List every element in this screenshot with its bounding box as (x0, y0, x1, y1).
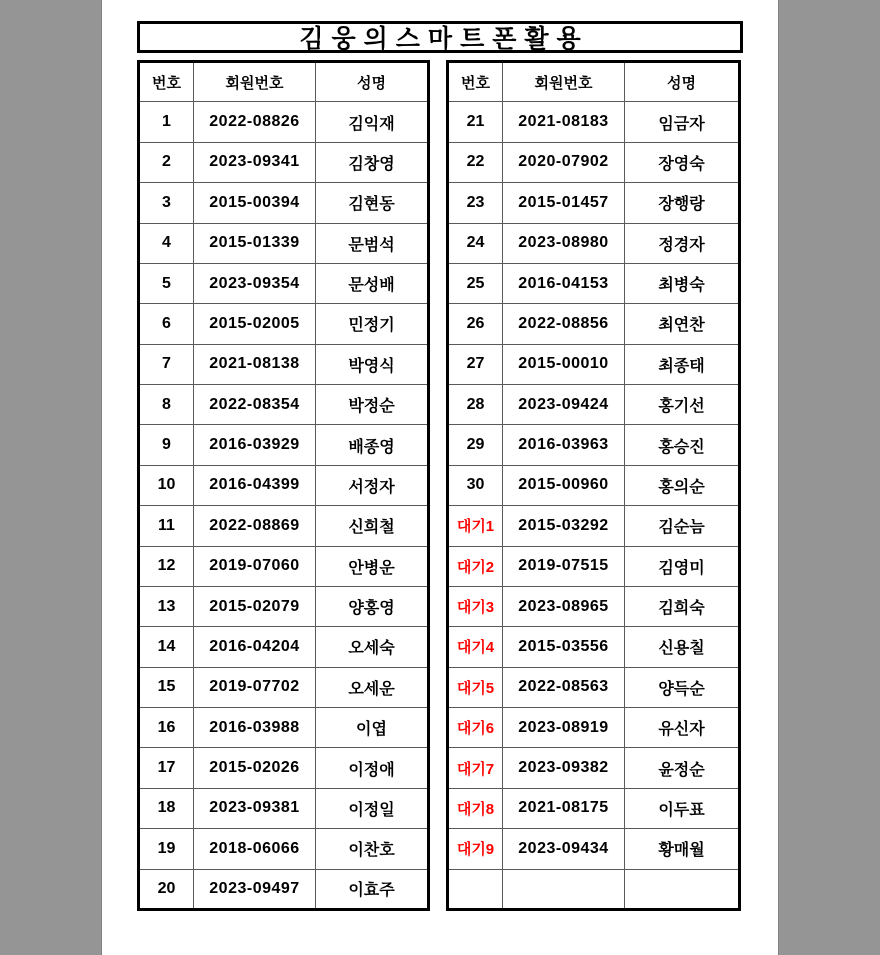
table-row (139, 344, 429, 384)
table-row (139, 506, 429, 546)
member-name-cell: 안병운 (316, 546, 429, 586)
table-row (139, 465, 429, 505)
member-id-cell: 2015-00394 (194, 183, 316, 223)
table-row (139, 708, 429, 748)
row-number-cell: 27 (448, 344, 503, 384)
table-row (139, 102, 429, 142)
wait-number-cell: 대기3 (448, 586, 503, 626)
member-table-right (446, 60, 741, 911)
member-id-cell: 2023-09354 (194, 263, 316, 303)
row-number-cell: 18 (139, 788, 194, 828)
member-id-cell: 2016-03963 (503, 425, 625, 465)
member-name-cell: 이찬호 (316, 829, 429, 869)
table-row (448, 142, 740, 182)
member-id-cell: 2015-02079 (194, 586, 316, 626)
member-id-cell: 2022-08826 (194, 102, 316, 142)
table-row (139, 304, 429, 344)
member-id-cell: 2023-09497 (194, 869, 316, 909)
table-row (448, 344, 740, 384)
column-header-member-id: 회원번호 (194, 62, 316, 102)
table-row (448, 869, 740, 909)
table-row (448, 465, 740, 505)
table-row (448, 586, 740, 626)
table-row (448, 829, 740, 869)
wait-number-cell: 대기2 (448, 546, 503, 586)
member-name-cell: 문범석 (316, 223, 429, 263)
member-id-cell: 2015-03556 (503, 627, 625, 667)
table-row (448, 667, 740, 707)
column-header-number: 번호 (139, 62, 194, 102)
row-number-cell: 21 (448, 102, 503, 142)
member-id-cell: 2015-01339 (194, 223, 316, 263)
table-row (139, 142, 429, 182)
member-id-cell: 2015-00960 (503, 465, 625, 505)
member-name-cell: 양홍영 (316, 586, 429, 626)
wait-number-cell: 대기1 (448, 506, 503, 546)
row-number-cell: 26 (448, 304, 503, 344)
member-name-cell: 장행랑 (625, 183, 740, 223)
table-row (448, 102, 740, 142)
table-header-row (139, 62, 429, 102)
row-number-cell: 4 (139, 223, 194, 263)
member-id-cell: 2019-07702 (194, 667, 316, 707)
member-id-cell: 2015-02026 (194, 748, 316, 788)
table-row (139, 788, 429, 828)
member-id-cell: 2023-09434 (503, 829, 625, 869)
wait-number-cell: 대기6 (448, 708, 503, 748)
member-id-cell: 2020-07902 (503, 142, 625, 182)
member-name-cell: 박영식 (316, 344, 429, 384)
row-number-cell: 3 (139, 183, 194, 223)
table-row (139, 667, 429, 707)
member-id-cell: 2022-08856 (503, 304, 625, 344)
member-id-cell: 2016-04153 (503, 263, 625, 303)
table-row (448, 263, 740, 303)
column-header-name: 성명 (316, 62, 429, 102)
wait-number-cell: 대기9 (448, 829, 503, 869)
member-id-cell: 2016-03988 (194, 708, 316, 748)
member-name-cell: 황매월 (625, 829, 740, 869)
table-row (139, 829, 429, 869)
column-header-number: 번호 (448, 62, 503, 102)
member-id-cell: 2023-08980 (503, 223, 625, 263)
member-name-cell: 이엽 (316, 708, 429, 748)
row-number-cell: 28 (448, 385, 503, 425)
document-page (102, 0, 778, 955)
table-row (448, 304, 740, 344)
row-number-cell: 13 (139, 586, 194, 626)
row-number-cell (448, 869, 503, 909)
member-name-cell: 문성배 (316, 263, 429, 303)
table-row (448, 708, 740, 748)
member-id-cell: 2016-03929 (194, 425, 316, 465)
wait-number-cell: 대기7 (448, 748, 503, 788)
member-id-cell: 2015-03292 (503, 506, 625, 546)
member-id-cell: 2022-08563 (503, 667, 625, 707)
member-name-cell: 김순늠 (625, 506, 740, 546)
member-name-cell: 신용칠 (625, 627, 740, 667)
member-id-cell: 2023-09381 (194, 788, 316, 828)
member-name-cell: 오세숙 (316, 627, 429, 667)
row-number-cell: 12 (139, 546, 194, 586)
row-number-cell: 24 (448, 223, 503, 263)
member-name-cell: 최연찬 (625, 304, 740, 344)
table-row (139, 425, 429, 465)
member-id-cell: 2019-07060 (194, 546, 316, 586)
table-row (448, 546, 740, 586)
member-name-cell: 배종영 (316, 425, 429, 465)
table-row (448, 627, 740, 667)
member-name-cell: 정경자 (625, 223, 740, 263)
column-header-member-id: 회원번호 (503, 62, 625, 102)
member-name-cell: 박정순 (316, 385, 429, 425)
table-header-row (448, 62, 740, 102)
row-number-cell: 10 (139, 465, 194, 505)
table-row (448, 748, 740, 788)
member-name-cell: 신희철 (316, 506, 429, 546)
member-name-cell: 서정자 (316, 465, 429, 505)
row-number-cell: 14 (139, 627, 194, 667)
member-name-cell: 이효주 (316, 869, 429, 909)
row-number-cell: 6 (139, 304, 194, 344)
member-id-cell: 2016-04399 (194, 465, 316, 505)
table-row (448, 425, 740, 465)
member-id-cell: 2023-08919 (503, 708, 625, 748)
row-number-cell: 11 (139, 506, 194, 546)
table-row (139, 223, 429, 263)
member-table-left (137, 60, 430, 911)
member-id-cell: 2015-01457 (503, 183, 625, 223)
row-number-cell: 23 (448, 183, 503, 223)
table-row (448, 385, 740, 425)
member-name-cell: 이정일 (316, 788, 429, 828)
member-name-cell: 김창영 (316, 142, 429, 182)
member-id-cell: 2015-02005 (194, 304, 316, 344)
member-name-cell: 양득순 (625, 667, 740, 707)
row-number-cell: 22 (448, 142, 503, 182)
member-id-cell: 2021-08183 (503, 102, 625, 142)
member-id-cell: 2023-08965 (503, 586, 625, 626)
wait-number-cell: 대기4 (448, 627, 503, 667)
member-name-cell: 윤정순 (625, 748, 740, 788)
table-row (139, 183, 429, 223)
row-number-cell: 9 (139, 425, 194, 465)
member-id-cell: 2021-08138 (194, 344, 316, 384)
member-name-cell: 홍의순 (625, 465, 740, 505)
member-name-cell (625, 869, 740, 909)
row-number-cell: 1 (139, 102, 194, 142)
table-row (139, 748, 429, 788)
member-name-cell: 홍승진 (625, 425, 740, 465)
member-name-cell: 홍기선 (625, 385, 740, 425)
table-row (139, 263, 429, 303)
member-name-cell: 임금자 (625, 102, 740, 142)
member-name-cell: 장영숙 (625, 142, 740, 182)
table-row (448, 223, 740, 263)
member-id-cell: 2016-04204 (194, 627, 316, 667)
wait-number-cell: 대기8 (448, 788, 503, 828)
row-number-cell: 2 (139, 142, 194, 182)
table-row (448, 183, 740, 223)
wait-number-cell: 대기5 (448, 667, 503, 707)
table-row (139, 627, 429, 667)
member-id-cell (503, 869, 625, 909)
member-name-cell: 이두표 (625, 788, 740, 828)
document-title-box (137, 21, 743, 53)
row-number-cell: 5 (139, 263, 194, 303)
member-id-cell: 2023-09341 (194, 142, 316, 182)
row-number-cell: 16 (139, 708, 194, 748)
member-id-cell: 2022-08354 (194, 385, 316, 425)
member-id-cell: 2015-00010 (503, 344, 625, 384)
row-number-cell: 30 (448, 465, 503, 505)
table-row (139, 385, 429, 425)
table-row (139, 546, 429, 586)
member-name-cell: 김현동 (316, 183, 429, 223)
member-id-cell: 2018-06066 (194, 829, 316, 869)
member-id-cell: 2022-08869 (194, 506, 316, 546)
member-id-cell: 2021-08175 (503, 788, 625, 828)
table-row (448, 788, 740, 828)
table-row (139, 869, 429, 909)
member-id-cell: 2023-09424 (503, 385, 625, 425)
member-name-cell: 유신자 (625, 708, 740, 748)
row-number-cell: 19 (139, 829, 194, 869)
member-name-cell: 최병숙 (625, 263, 740, 303)
row-number-cell: 15 (139, 667, 194, 707)
row-number-cell: 8 (139, 385, 194, 425)
column-header-name: 성명 (625, 62, 740, 102)
table-row (139, 586, 429, 626)
row-number-cell: 29 (448, 425, 503, 465)
member-name-cell: 이정애 (316, 748, 429, 788)
member-name-cell: 최종태 (625, 344, 740, 384)
member-name-cell: 김희숙 (625, 586, 740, 626)
row-number-cell: 17 (139, 748, 194, 788)
row-number-cell: 25 (448, 263, 503, 303)
document-title: 김웅의스마트폰활용 (299, 25, 589, 53)
member-id-cell: 2023-09382 (503, 748, 625, 788)
member-id-cell: 2019-07515 (503, 546, 625, 586)
row-number-cell: 7 (139, 344, 194, 384)
member-name-cell: 오세운 (316, 667, 429, 707)
row-number-cell: 20 (139, 869, 194, 909)
table-row (448, 506, 740, 546)
member-name-cell: 민정기 (316, 304, 429, 344)
member-name-cell: 김영미 (625, 546, 740, 586)
member-name-cell: 김익재 (316, 102, 429, 142)
